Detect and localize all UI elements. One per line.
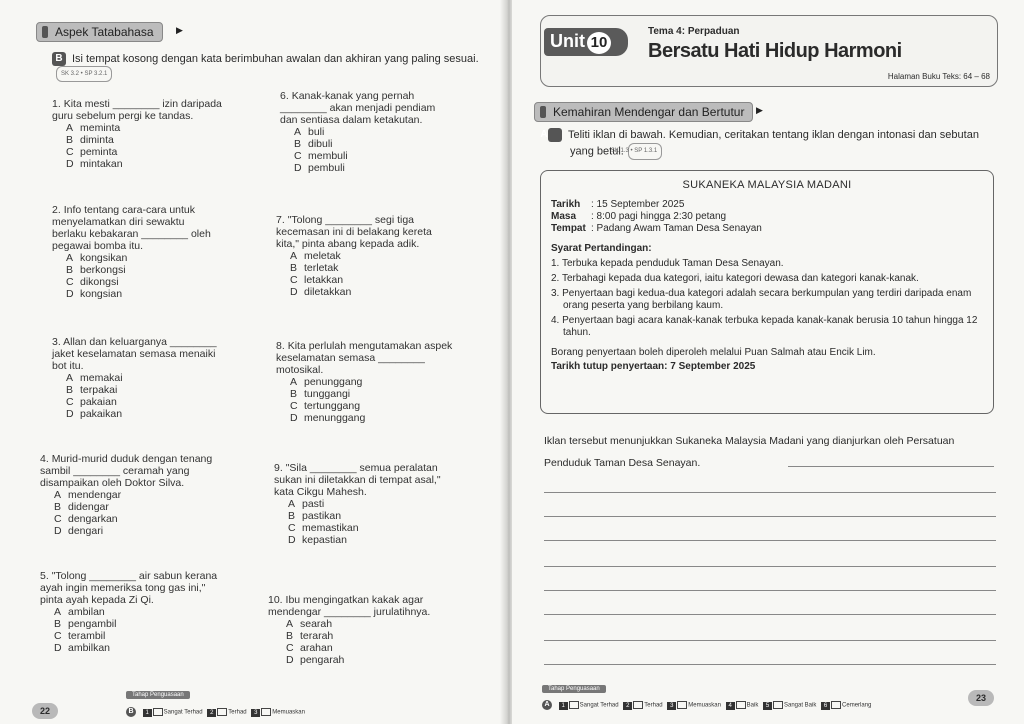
answer-line[interactable] [544,590,996,591]
question-5 [40,570,262,654]
question-stem: Allan dan keluarganya ________ jaket keselamatan semasa menaiki bot itu. [52,336,217,372]
option[interactable] [66,408,262,420]
option-text: pengarah [300,654,345,666]
option-text: terletak [304,262,339,274]
option[interactable] [286,654,490,666]
rating-letter: A [542,700,552,710]
option-letter: B [286,630,294,642]
ad-form-note: Borang penyertaan boleh diperoleh melalui Puan Salmah atau Encik Lim. [551,347,876,358]
rating-number: 3 [251,709,260,717]
option[interactable] [66,146,252,158]
option-text: buli [308,126,325,138]
option-letter: A [294,126,302,138]
mastery-level-label: Tahap Penguasaan [542,685,606,693]
option-letter: D [286,654,294,666]
option[interactable] [66,264,262,276]
question-6 [280,90,490,174]
option-letter: B [290,262,298,274]
option-letter: A [54,489,62,501]
option-text: pengambil [68,618,117,630]
rating-checkbox[interactable] [633,701,643,709]
rating-number: 1 [559,702,568,710]
question-stem: Murid-murid duduk dengan tenang sambil ________ ceramah yang disampaikan oleh Doktor Silva. [40,453,213,489]
option-text: tunggangi [304,388,351,400]
unit-number: 10 [587,32,611,54]
option-letter: A [66,122,74,134]
option[interactable] [286,630,490,642]
ad-date [551,199,983,211]
rating-number: 2 [207,709,216,717]
mastery-rating [542,700,871,710]
option-text: didengar [68,501,109,513]
option-letter: A [66,372,74,384]
question-3 [52,336,262,420]
question-number: 2. [52,204,61,216]
answer-line[interactable] [544,566,996,567]
option[interactable] [66,134,252,146]
option-text: berkongsi [80,264,126,276]
option-letter: D [290,412,298,424]
answer-line[interactable] [544,614,996,615]
instruction [540,128,996,160]
option-text: kepastian [302,534,347,546]
left-page [0,0,506,724]
question-stem: Kanak-kanak yang pernah ________ akan menjadi pendiam dan sentiasa dalam ketakutan. [280,90,436,126]
ad-rule: 4. Penyertaan bagi acara kanak-kanak terbuka kepada kanak-kanak berusia 10 tahun hingga 12 tahun. [551,315,978,338]
option-text: ambilan [68,606,105,618]
question-2 [52,204,262,300]
option[interactable] [294,126,490,138]
option-letter: D [54,525,62,537]
option-text: arahan [300,642,333,654]
rating-label: Sangat Baik [784,702,817,709]
ad-place [551,223,983,235]
rating-label: Memuaskan [272,709,305,716]
option-text: mendengar [68,489,122,501]
option-text: kongsian [80,288,123,300]
rating-label: Terhad [228,709,247,716]
option-letter: B [54,618,62,630]
option[interactable] [290,400,490,412]
option-letter: D [66,408,74,420]
option[interactable] [54,501,262,513]
question-10 [268,594,490,666]
option[interactable] [290,286,490,298]
option-letter: A [290,376,298,388]
option[interactable] [66,122,252,134]
rating-label: Terhad [644,702,663,709]
option[interactable] [54,618,262,630]
rating-label: Cemerlang [842,702,872,709]
question-stem: "Sila ________ semua peralatan sukan ini diletakkan di tempat asal," kata Cikgu Mahesh. [274,462,441,498]
option[interactable] [54,489,262,501]
page-number: 22 [32,703,58,719]
option-letter: C [290,274,298,286]
option[interactable] [286,618,490,630]
option[interactable] [66,276,262,288]
option-letter: C [54,513,62,525]
answer-line[interactable] [544,640,996,641]
option-text: membuli [308,150,348,162]
ad-place-label: Tempat [551,223,586,234]
ad-title: SUKANEKA MALAYSIA MADANI [682,179,852,191]
question-9 [274,462,490,546]
ad-rule: 2. Terbahagi kepada dua kategori, iaitu kategori dewasa dan kategori kanak-kanak. [551,273,919,284]
option-letter: B [66,264,74,276]
mastery-level-label: Tahap Penguasaan [126,691,190,699]
rating-checkbox[interactable] [153,708,163,716]
rating-checkbox[interactable] [736,701,746,709]
option[interactable] [66,372,262,384]
question-number: 5. [40,570,49,582]
ad-closing-date: Tarikh tutup penyertaan: 7 September 2025 [551,361,756,372]
mastery-rating [126,707,305,717]
unit-badge [544,28,628,56]
answer-line[interactable] [544,540,996,541]
instruction-letter: A [548,128,562,142]
ad-time [551,211,983,223]
option-text: tertunggang [304,400,361,412]
option[interactable] [290,376,490,388]
option-letter: D [290,286,298,298]
option-letter: A [290,250,298,262]
option-letter: D [66,288,74,300]
rating-label: Sangat Terhad [163,709,203,716]
option[interactable] [66,158,252,170]
question-number: 4. [40,453,49,465]
section-tag-listening: Kemahiran Mendengar dan Bertutur [534,102,753,122]
question-stem: Kita mesti ________ izin daripada guru sebelum pergi ke tandas. [52,98,222,122]
option-letter: C [66,146,74,158]
ad-place-value: : Padang Awam Taman Desa Senayan [591,223,762,234]
option-text: pastikan [302,510,342,522]
option[interactable] [66,252,262,264]
option-text: terambil [68,630,106,642]
rating-checkbox[interactable] [569,701,579,709]
option[interactable] [54,525,262,537]
question-number: 1. [52,98,61,110]
ad-date-label: Tarikh [551,199,581,210]
instruction-text: Isi tempat kosong dengan kata berimbuhan awalan dan akhiran yang paling sesuai. [72,53,479,65]
option[interactable] [294,162,490,174]
rating-label: Baik [746,702,759,709]
option-text: dikongsi [80,276,119,288]
question-1 [52,98,252,170]
right-page [512,0,1024,724]
option-letter: C [290,400,298,412]
answer-line[interactable] [544,664,996,665]
option[interactable] [54,630,262,642]
option-letter: C [66,276,74,288]
option-text: menunggang [304,412,366,424]
arrow-right-icon: ▶ [756,105,763,115]
ad-time-label: Masa [551,211,577,222]
option[interactable] [290,250,490,262]
skill-code: SK 1.3 • SP 1.3.1 [628,143,662,160]
option-letter: B [294,138,302,150]
rating-number: 2 [623,702,632,710]
option-letter: B [66,384,74,396]
question-stem: "Tolong ________ segi tiga kecemasan ini di belakang kereta kita," pinta abang kepada adik. [276,214,432,250]
rating-checkbox[interactable] [217,708,227,716]
question-4 [40,453,262,537]
instruction [52,52,492,82]
question-number: 9. [274,462,283,474]
question-stem: "Tolong ________ air sabun kerana ayah ingin memeriksa tong gas ini," pinta ayah kepada Zi Qi. [40,570,218,606]
rating-number: 4 [726,702,735,710]
option-text: dengari [68,525,104,537]
rating-checkbox[interactable] [773,701,783,709]
option-letter: C [66,396,74,408]
option-letter: C [288,522,296,534]
unit-label: Unit [550,31,585,51]
option-letter: C [54,630,62,642]
option[interactable] [54,606,262,618]
question-stem: Info tentang cara-cara untuk menyelamatkan diri sewaktu berlaku kebakaran ________ oleh pegawai bomba itu. [52,204,211,252]
question-number: 8. [276,340,285,352]
option-text: diminta [80,134,114,146]
rating-checkbox[interactable] [677,701,687,709]
option-text: memakai [80,372,123,384]
option-letter: C [286,642,294,654]
option[interactable] [66,396,262,408]
option-letter: B [54,501,62,513]
option-text: meletak [304,250,341,262]
advertisement-box [540,170,994,414]
question-number: 6. [280,90,289,102]
option-letter: D [66,158,74,170]
instruction-letter: B [52,52,66,66]
option-letter: B [66,134,74,146]
option-text: pakaian [80,396,117,408]
question-number: 10. [268,594,283,606]
rating-number: 3 [667,702,676,710]
option-letter: C [294,150,302,162]
arrow-right-icon: ▶ [176,25,183,35]
rating-label: Sangat Terhad [579,702,619,709]
option-letter: A [288,498,296,510]
option-letter: D [288,534,296,546]
rating-number: 1 [143,709,152,717]
option-letter: A [286,618,294,630]
option-text: pakaikan [80,408,123,420]
rating-letter: B [126,707,136,717]
option[interactable] [288,522,490,534]
question-7 [276,214,490,298]
option-letter: B [290,388,298,400]
option-text: dibuli [308,138,333,150]
option-text: terarah [300,630,334,642]
option[interactable] [290,388,490,400]
skill-code: SK 3.2 • SP 3.2.1 [56,66,112,82]
unit-theme: Tema 4: Perpaduan [648,26,740,37]
option-text: kongsikan [80,252,128,264]
option-text: ambilkan [68,642,111,654]
answer-intro: Iklan tersebut menunjukkan Sukaneka Malaysia Madani yang dianjurkan oleh Persatuan Penduduk Taman Desa Senayan. [544,435,955,469]
ad-rules-heading: Syarat Pertandingan: [551,243,652,254]
option-text: peminta [80,146,118,158]
option[interactable] [290,274,490,286]
answer-line[interactable] [788,466,994,467]
ad-rule: 1. Terbuka kepada penduduk Taman Desa Senayan. [551,258,784,269]
option[interactable] [286,642,490,654]
option[interactable] [290,412,490,424]
option-text: diletakkan [304,286,352,298]
question-8 [276,340,490,424]
option[interactable] [66,384,262,396]
rating-label: Memuaskan [688,702,721,709]
option-text: mintakan [80,158,123,170]
rating-number: 6 [821,702,830,710]
rating-checkbox[interactable] [831,701,841,709]
instruction-text: Teliti iklan di bawah. Kemudian, ceritakan tentang iklan dengan intonasi dan sebutan yang betul. [568,129,979,158]
option-text: letakkan [304,274,344,286]
rating-number: 5 [763,702,772,710]
section-tag-grammar: Aspek Tatabahasa [36,22,163,42]
option[interactable] [288,498,490,510]
rating-checkbox[interactable] [261,708,271,716]
option-text: dengarkan [68,513,118,525]
option-text: pasti [302,498,325,510]
option-letter: D [294,162,302,174]
option-letter: A [66,252,74,264]
page-number: 23 [968,690,994,706]
option-text: searah [300,618,333,630]
option[interactable] [288,510,490,522]
option-letter: A [54,606,62,618]
option-text: penunggang [304,376,363,388]
question-number: 3. [52,336,61,348]
option-text: pembuli [308,162,345,174]
option[interactable] [290,262,490,274]
question-stem: Ibu mengingatkan kakak agar mendengar ________ jurulatihnya. [268,594,431,618]
answer-line[interactable] [544,492,996,493]
textbook-pages: Halaman Buku Teks: 64 – 68 [887,72,990,81]
ad-date-value: : 15 September 2025 [591,199,685,210]
ad-rule: 3. Penyertaan bagi kedua-dua kategori adalah secara berkumpulan yang terdiri daripada enam orang peserta yang berbilang kaum. [551,288,972,311]
option-text: terpakai [80,384,118,396]
option-text: meminta [80,122,121,134]
option[interactable] [288,534,490,546]
question-stem: Kita perlulah mengutamakan aspek keselamatan semasa ________ motosikal. [276,340,453,376]
option[interactable] [294,138,490,150]
option[interactable] [66,288,262,300]
option-letter: B [288,510,296,522]
question-number: 7. [276,214,285,226]
option-text: memastikan [302,522,359,534]
option-letter: D [54,642,62,654]
ad-time-value: : 8:00 pagi hingga 2:30 petang [591,211,727,222]
unit-title: Bersatu Hati Hidup Harmoni [648,40,902,62]
option[interactable] [54,642,262,654]
option[interactable] [294,150,490,162]
answer-line[interactable] [544,516,996,517]
option[interactable] [54,513,262,525]
